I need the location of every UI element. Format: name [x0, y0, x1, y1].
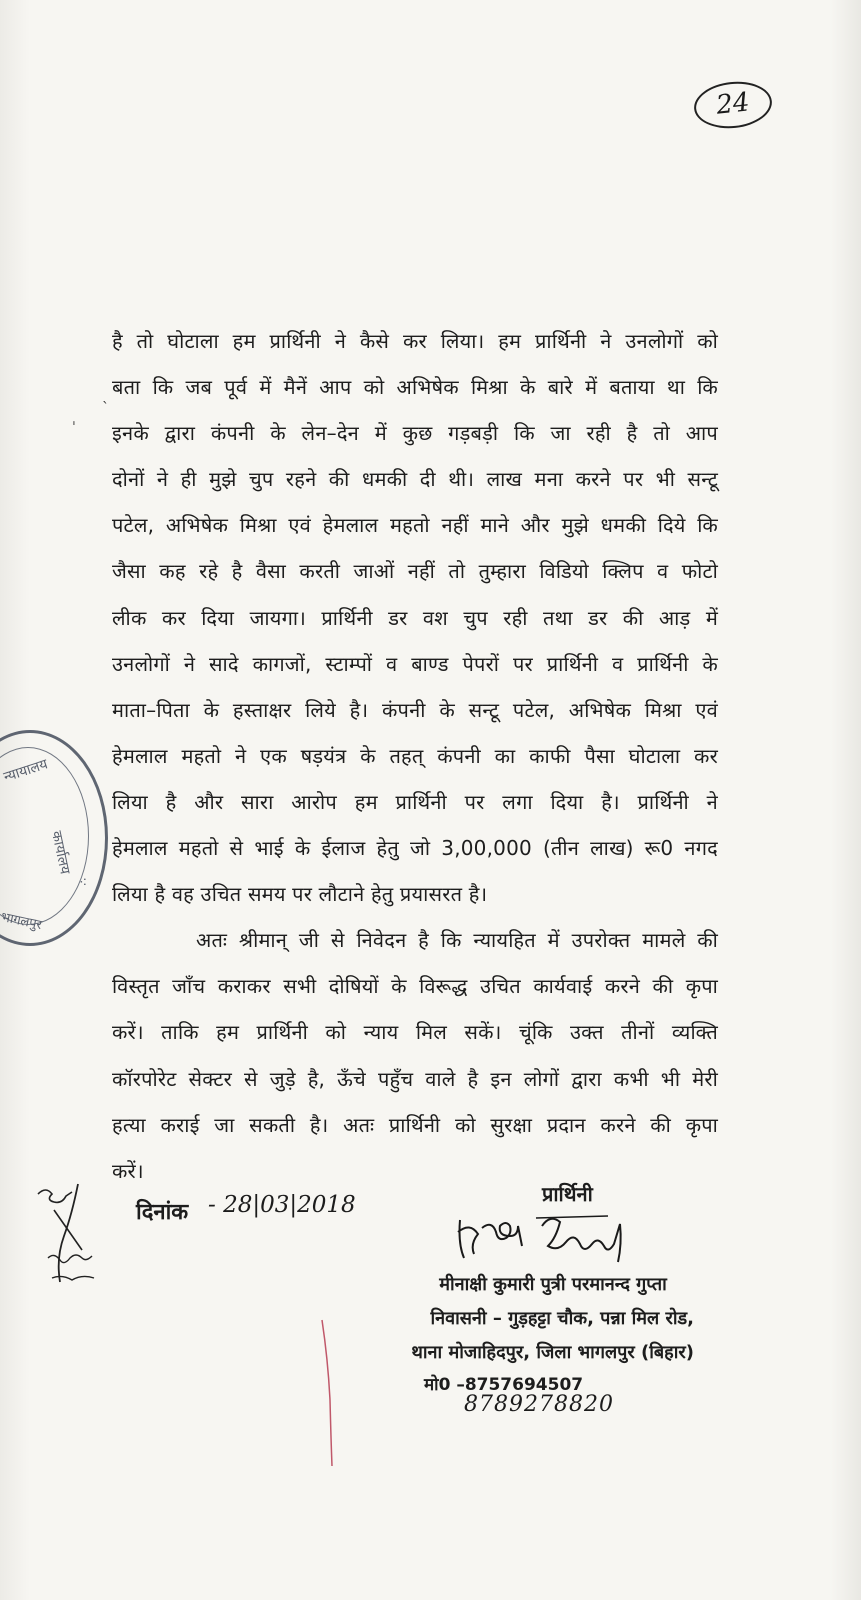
body-line: दोनों ने ही मुझे चुप रहने की धमकी दी थी। लाख मना करने पर भी सन्टू	[112, 467, 718, 492]
applicant-details	[394, 1268, 694, 1370]
body-line: जैसा कह रहे है वैसा करती जाओं नहीं तो तुम्हारा विडियो क्लिप व फोटो	[112, 559, 718, 584]
body-line: हेमलाल महतो ने एक षड़यंत्र के तहत् कंपनी का काफी पैसा घोटाला कर	[112, 743, 718, 768]
applicant-label: प्रार्थिनी	[542, 1182, 593, 1206]
date-value-handwritten: - 28|03|2018	[208, 1192, 356, 1218]
office-seal-stamp	[0, 730, 108, 946]
stamp-ornament-icon: ⁖	[79, 875, 88, 891]
body-line: हेमलाल महतो से भाई के ईलाज हेतु जो 3,00,000 (तीन लाख) रू0 नगद	[112, 836, 718, 861]
stamp-bottom-text: भागलपुर	[0, 909, 44, 934]
body-line: कॉरपोरेट सेक्टर से जुड़े है, ऊँचे पहुँच वाले है इन लोगों द्वारा कभी भी मेरी	[112, 1066, 718, 1091]
applicant-signature	[452, 1210, 652, 1270]
applicant-address-line: थाना मोजाहिदपुर, जिला भागलपुर (बिहार)	[411, 1342, 694, 1363]
body-line: है तो घोटाला हम प्रार्थिनी ने कैसे कर लिया। हम प्रार्थिनी ने उनलोगों को	[112, 329, 718, 353]
body-line: बता कि जब पूर्व में मैनें आप को अभिषेक मिश्रा के बारे में बताया था कि	[112, 375, 718, 400]
body-line: अतः श्रीमान् जी से निवेदन है कि न्यायहित में उपरोक्त मामले की	[196, 928, 718, 953]
body-line: माता–पिता के हस्ताक्षर लिये है। कंपनी के सन्टू पटेल, अभिषेक मिश्रा एवं	[112, 697, 718, 722]
body-line: लिया है वह उचित समय पर लौटाने हेतु प्रयासरत है।	[112, 882, 488, 907]
body-line: करें।	[112, 1158, 144, 1183]
letter-body	[112, 318, 718, 1194]
stamp-top-text: न्यायालय	[1, 756, 50, 786]
ink-speck-icon: ˈ	[72, 420, 76, 436]
date-label: दिनांक	[136, 1200, 189, 1225]
body-line: पटेल, अभिषेक मिश्रा एवं हेमलाल महतो नहीं माने और मुझे धमकी दिये कि	[112, 513, 718, 538]
body-line: हत्या कराई जा सकती है। अतः प्रार्थिनी को सुरक्षा प्रदान करने की कृपा	[112, 1112, 718, 1137]
body-line: उनलोगों ने सादे कागजों, स्टाम्पों व बाण्ड पेपरों पर प्रार्थिनी व प्रार्थिनी के	[112, 651, 718, 676]
stamp-side-text: कार्यालय	[48, 829, 73, 876]
body-line: लिया है और सारा आरोप हम प्रार्थिनी पर लगा दिया है। प्रार्थिनी ने	[112, 789, 718, 814]
body-line: इनके द्वारा कंपनी के लेन–देन में कुछ गड़बड़ी कि जा रही है तो आप	[112, 421, 718, 446]
applicant-address-line: निवासनी – गुड़हट्टा चौक, पन्ना मिल रोड,	[430, 1308, 694, 1329]
ink-speck-icon: ˎ	[102, 388, 109, 404]
page-number: 24	[692, 78, 774, 132]
body-line: लीक कर दिया जायगा। प्रार्थिनी डर वश चुप रही तथा डर की आड़ में	[112, 605, 718, 630]
applicant-name: मीनाक्षी कुमारी पुत्री परमानन्द गुप्ता	[439, 1274, 667, 1295]
applicant-mobile: मो0 –8757694507	[424, 1375, 584, 1395]
margin-initials-signature	[34, 1180, 124, 1290]
body-line: करें। ताकि हम प्रार्थिनी को न्याय मिल सकें। चूंकि उक्त तीनों व्यक्ति	[112, 1020, 718, 1045]
applicant-mobile-handwritten: 8789278820	[464, 1392, 614, 1417]
body-line: विस्तृत जाँच कराकर सभी दोषियों के विरूद्ध उचित कार्यवाई करने की कृपा	[112, 974, 718, 999]
red-ink-mark	[318, 1318, 338, 1468]
